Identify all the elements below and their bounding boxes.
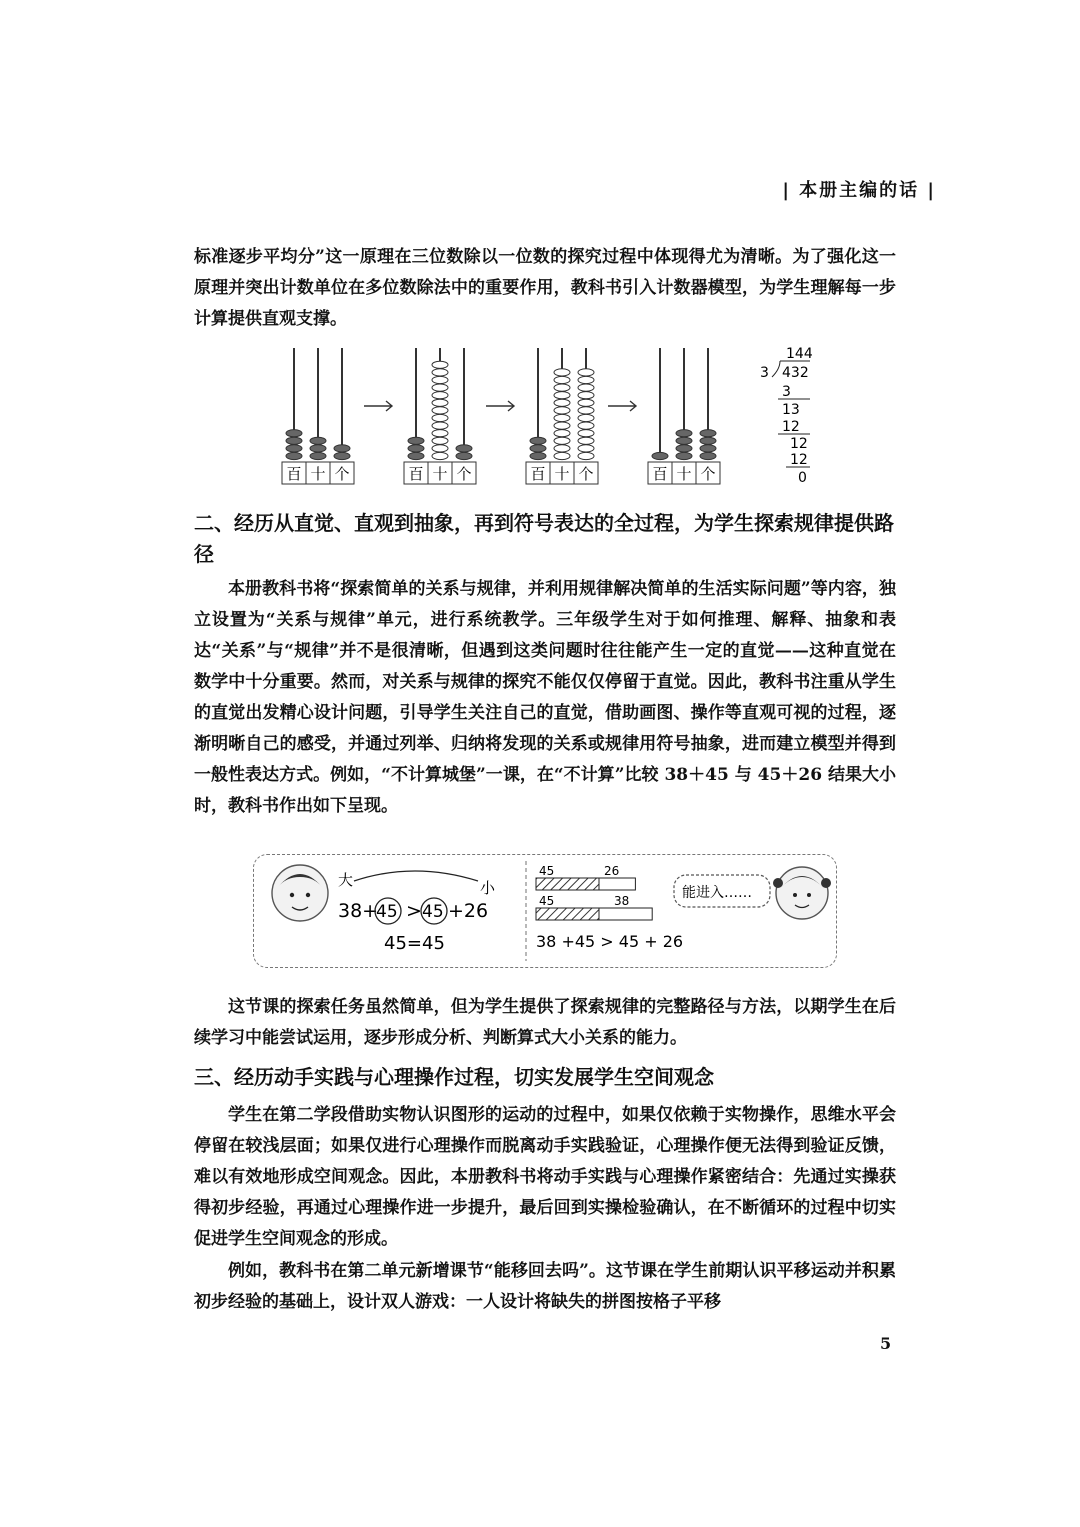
division-step-5: 12 bbox=[790, 452, 808, 468]
abacus-bead bbox=[578, 407, 594, 414]
arrow-right-icon bbox=[608, 401, 636, 411]
abacus-place-label: 百 bbox=[286, 465, 302, 483]
abacus-bead bbox=[408, 445, 424, 452]
example-figure bbox=[254, 855, 836, 967]
bar1-left-label: 45 bbox=[539, 864, 555, 878]
abacus-bead bbox=[554, 376, 570, 383]
abacus-bead bbox=[286, 452, 302, 459]
expr-38-plus: 38+ bbox=[338, 900, 379, 922]
abacus-bead bbox=[578, 369, 594, 376]
division-step-3: 12 bbox=[782, 419, 800, 435]
paragraph-2: 本册教科书将“探索简单的关系与规律，并利用规律解决简单的生活实际问题”等内容，独立设置为“关系与规律”单元，进行系统教学。三年级学生对于如何推理、解释、抽象和表达“关系”与“规律”并不是很清晰，但遇到这类问题时往往能产生一定的直觉——这种直觉在数学中十分重要。然而，对关系与规律的探究不能仅仅停留于直觉。因此，教科书注重从学生的直觉出发精心设计问题，引导学生关注自己的直觉，借助画图、操作等直观可视的过程，逐渐明晰自己的感受，并通过列举、归纳将发现的关系或规律用符号抽象，进而建立模型并得到一般性表达方式。例如，“不计算城堡”一课，在“不计算”比较 38＋45 与 45＋26 结果大小时，教科书作出如下呈现。 bbox=[194, 579, 896, 816]
abacus-bead bbox=[554, 452, 570, 459]
abacus-bead bbox=[676, 452, 692, 459]
abacus-bead bbox=[456, 452, 472, 459]
abacus-bead bbox=[554, 414, 570, 421]
abacus-bead bbox=[432, 376, 448, 383]
abacus-bead bbox=[652, 452, 668, 459]
abacus-bead bbox=[554, 399, 570, 406]
bar2-right-label: 38 bbox=[614, 894, 630, 908]
expr-greater-than: > bbox=[406, 900, 422, 922]
abacus-place-label: 个 bbox=[456, 465, 472, 483]
abacus-bead bbox=[286, 430, 302, 437]
abacus-bead bbox=[578, 437, 594, 444]
abacus-bead bbox=[554, 430, 570, 437]
abacus-bead bbox=[408, 437, 424, 444]
girl-avatar-icon bbox=[773, 867, 831, 919]
abacus-bead bbox=[700, 452, 716, 459]
abacus-bead bbox=[530, 437, 546, 444]
abacus-bead bbox=[578, 422, 594, 429]
abacus-bead bbox=[578, 445, 594, 452]
abacus-figure bbox=[270, 342, 830, 492]
abacus-bead bbox=[432, 452, 448, 459]
abacus-bead bbox=[432, 399, 448, 406]
abacus-bead bbox=[456, 445, 472, 452]
bar2-plain-segment bbox=[599, 908, 652, 920]
division-quotient: 144 bbox=[786, 346, 813, 362]
division-step-1: 3 bbox=[782, 384, 791, 400]
abacus-bead bbox=[578, 452, 594, 459]
abacus-bead bbox=[432, 407, 448, 414]
abacus-place-label: 十 bbox=[554, 465, 570, 483]
abacus-bead bbox=[310, 452, 326, 459]
abacus-bead bbox=[432, 392, 448, 399]
division-step-4: 12 bbox=[790, 436, 808, 452]
abacus-place-label: 百 bbox=[652, 465, 668, 483]
expr-45-circled-b: 45 bbox=[422, 902, 444, 922]
abacus-bead bbox=[676, 445, 692, 452]
bar1-plain-segment bbox=[599, 878, 635, 890]
abacus-bead bbox=[286, 445, 302, 452]
abacus-bead bbox=[310, 445, 326, 452]
abacus-place-label: 个 bbox=[334, 465, 350, 483]
abacus-bead bbox=[530, 445, 546, 452]
abacus-bead bbox=[554, 392, 570, 399]
abacus-bead bbox=[578, 430, 594, 437]
arrow-right-icon bbox=[486, 401, 514, 411]
bar1-hatched-segment bbox=[536, 878, 599, 890]
abacus-bead bbox=[554, 437, 570, 444]
bar2-left-label: 45 bbox=[539, 894, 555, 908]
paragraph-5: 例如，教科书在第二单元新增课节“能移回去吗”。这节课在学生前期认识平移运动并积累初步经验的基础上，设计双人游戏：一人设计将缺失的拼图按格子平移 bbox=[194, 1261, 896, 1312]
boy-avatar-icon bbox=[272, 865, 328, 921]
abacus-bead bbox=[554, 422, 570, 429]
abacus-bead bbox=[700, 437, 716, 444]
bar-expression: 38 +45 > 45 + 26 bbox=[536, 932, 684, 951]
abacus-bead bbox=[554, 384, 570, 391]
abacus-place-label: 百 bbox=[408, 465, 424, 483]
abacus-place-label: 个 bbox=[700, 465, 716, 483]
expr-plus-26: +26 bbox=[448, 900, 489, 922]
abacus-bead bbox=[432, 361, 448, 368]
abacus-bead bbox=[676, 430, 692, 437]
abacus-bead bbox=[286, 437, 302, 444]
label-big: 大 bbox=[338, 871, 354, 889]
section-heading-2: 二、经历从直觉、直观到抽象，再到符号表达的全过程，为学生探索规律提供路径 bbox=[194, 511, 894, 566]
equality-45: 45=45 bbox=[384, 933, 445, 954]
abacus-bead bbox=[432, 414, 448, 421]
abacus-bead bbox=[554, 369, 570, 376]
abacus-place-label: 十 bbox=[432, 465, 448, 483]
abacus-bead bbox=[432, 445, 448, 452]
speech-text: 能进入…… bbox=[682, 885, 752, 901]
abacus-bead bbox=[578, 399, 594, 406]
abacus-bead bbox=[432, 384, 448, 391]
abacus-illustration bbox=[270, 342, 830, 492]
paragraph-4: 学生在第二学段借助实物认识图形的运动的过程中，如果仅依赖于实物操作，思维水平会停留在较浅层面；如果仅进行心理操作而脱离动手实践验证，心理操作便无法得到验证反馈，难以有效地形成空间观念。因此，本册教科书将动手实践与心理操作紧密结合：先通过实操获得初步经验，再通过心理操作进一步提升，最后回到实操检验确认，在不断循环的过程中切实促进学生空间观念的形成。 bbox=[194, 1105, 896, 1249]
abacus-bead bbox=[676, 437, 692, 444]
example-illustration bbox=[253, 854, 837, 968]
division-divisor: 3 bbox=[760, 365, 769, 381]
abacus-bead bbox=[432, 430, 448, 437]
abacus-bead bbox=[578, 392, 594, 399]
label-small: 小 bbox=[480, 879, 496, 897]
abacus-bead bbox=[700, 445, 716, 452]
abacus-place-label: 百 bbox=[530, 465, 546, 483]
page-number: 5 bbox=[880, 1334, 892, 1353]
abacus-bead bbox=[578, 376, 594, 383]
arrow-right-icon bbox=[364, 401, 392, 411]
expr-45-circled-a: 45 bbox=[376, 902, 398, 922]
abacus-bead bbox=[432, 437, 448, 444]
abacus-bead bbox=[310, 437, 326, 444]
abacus-bead bbox=[578, 414, 594, 421]
abacus-place-label: 十 bbox=[310, 465, 326, 483]
abacus-bead bbox=[432, 369, 448, 376]
abacus-bead bbox=[334, 445, 350, 452]
bar1-right-label: 26 bbox=[604, 864, 620, 878]
division-dividend: 432 bbox=[782, 365, 809, 381]
division-step-6: 0 bbox=[798, 470, 807, 486]
paragraph-3: 这节课的探索任务虽然简单，但为学生提供了探索规律的完整路径与方法，以期学生在后续学习中能尝试运用，逐步形成分析、判断算式大小关系的能力。 bbox=[194, 997, 896, 1048]
abacus-bead bbox=[554, 445, 570, 452]
abacus-bead bbox=[578, 384, 594, 391]
abacus-bead bbox=[700, 430, 716, 437]
abacus-bead bbox=[554, 407, 570, 414]
running-header: | 本册主编的话 | bbox=[782, 180, 936, 201]
abacus-bead bbox=[530, 452, 546, 459]
division-step-2: 13 bbox=[782, 402, 800, 418]
abacus-place-label: 个 bbox=[578, 465, 594, 483]
paragraph-1: 标准逐步平均分”这一原理在三位数除以一位数的探究过程中体现得尤为清晰。为了强化这一原理并突出计数单位在多位数除法中的重要作用，教科书引入计数器模型，为学生理解每一步计算提供直观支撑。 bbox=[194, 247, 896, 329]
long-division bbox=[758, 342, 828, 487]
section-heading-3: 三、经历动手实践与心理操作过程，切实发展学生空间观念 bbox=[194, 1065, 714, 1089]
abacus-bead bbox=[408, 452, 424, 459]
abacus-bead bbox=[432, 422, 448, 429]
abacus-place-label: 十 bbox=[676, 465, 692, 483]
abacus-bead bbox=[334, 452, 350, 459]
bar2-hatched-segment bbox=[536, 908, 599, 920]
